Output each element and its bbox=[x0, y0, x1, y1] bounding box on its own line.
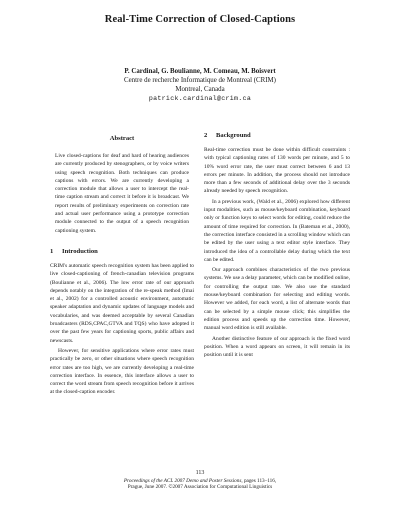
right-column bbox=[204, 132, 350, 359]
abstract-heading: Abstract bbox=[109, 135, 135, 142]
page-number: 113 bbox=[195, 470, 205, 476]
affiliation-location: Montreal, Canada bbox=[175, 86, 225, 93]
author-list: P. Cardinal, G. Boulianne, M. Comeau, M. Boisvert bbox=[124, 68, 276, 75]
section-title: Introduction bbox=[62, 247, 98, 255]
section-heading-introduction bbox=[50, 248, 194, 255]
intro-paragraph-2: However, for sensitive applications where error rates must practically be zero, or other situations where speech recognition error rates are too high, we are currently developing a real-time correction interface. In essence, this interface allows a user to correct the word stream from speech recognition before it arrives at the closed-caption encoder. bbox=[50, 347, 194, 396]
section-number: 2 bbox=[204, 132, 208, 139]
section-number: 1 bbox=[50, 247, 54, 255]
intro-paragraph-1: CRIM's automatic speech recognition system has been applied to live closed-captioning of french-canadian television programs (Boulianne et al., 2006). The low error rate of our approach depends notably on the integration of the re-speak method (Imai et al., 2002) for a controlled acoustic environment, automatic speaker adaptation and dynamic updates of language models and vocabularies, and was deemed acceptable by several Canadian broadcasters (RDS,CPAC,GTVA and TQS) who have adopted it over the past few years for captioning sports, public affairs and newscasts. bbox=[50, 262, 194, 344]
paper-title: Real-Time Correction of Closed-Captions bbox=[104, 14, 296, 25]
section-heading-background bbox=[204, 132, 350, 139]
affiliation-institution: Centre de recherche Informatique de Montreal (CRIM) bbox=[124, 77, 276, 84]
author-email: patrick.cardinal@crim.ca bbox=[148, 95, 252, 102]
proceedings-pages: , pages 113–116, bbox=[241, 477, 277, 484]
left-column bbox=[50, 132, 194, 397]
background-paragraph-4: Another distinctive feature of our approach is the fixed word position. When a word appears on screen, it will remain in its position until it is sent bbox=[204, 335, 350, 359]
background-paragraph-3: Our approach combines characteristics of the two previous systems. We use a delay parameter, which can be modified online, for controlling the output rate. We also use the standard mouse/keyboard combination for selecting and editing words. However we added, for each word, a list of alternate words that can be selected by a simple mouse click; this simplifies the edition process and speeds up the correction time. However, manual word edition is still available. bbox=[204, 267, 350, 332]
proceedings-title: Proceedings of the ACL 2007 Demo and Poster Sessions bbox=[123, 477, 242, 484]
proceedings-location: Prague, June 2007. ©2007 Association for Computational Linguistics bbox=[127, 484, 273, 491]
page-footer bbox=[0, 470, 400, 491]
background-paragraph-1: Real-time correction must be done within difficult constraints : with typical captioning rates of 130 words per minute, and 5 to 10% word error rate, the user must correct between 6 and 13 errors per minute. In addition, the process should not introduce more than a few seconds of additional delay over the 3 seconds already needed by speech recognition. bbox=[204, 147, 350, 195]
background-paragraph-2: In a previous work, (Wald et al., 2006) explored how different input modalities, such as mouse/keyboard combination, keyboard only or function keys to select words for editing, could reduce the amount of time required for correction. In (Bateman et al., 2000), the correction interface consisted in a scrolling window which can be edited by the user using a text editor style interface. They introduced the idea of a controllable delay during which the text can be edited. bbox=[204, 198, 350, 263]
section-title: Background bbox=[216, 132, 251, 139]
abstract-text: Live closed-captions for deaf and hard of hearing audiences are currently produced by stenographers, or by voice writers using speech recognition. Both techniques can produce captions with errors. We are currently developing a correction module that allows a user to intercept the real-time caption stream and correct it before it is broadcast. We report results of preliminary experiments on correction rate and actual user performance using a prototype correction module connected to the output of a speech recognition captioning system. bbox=[55, 153, 189, 234]
